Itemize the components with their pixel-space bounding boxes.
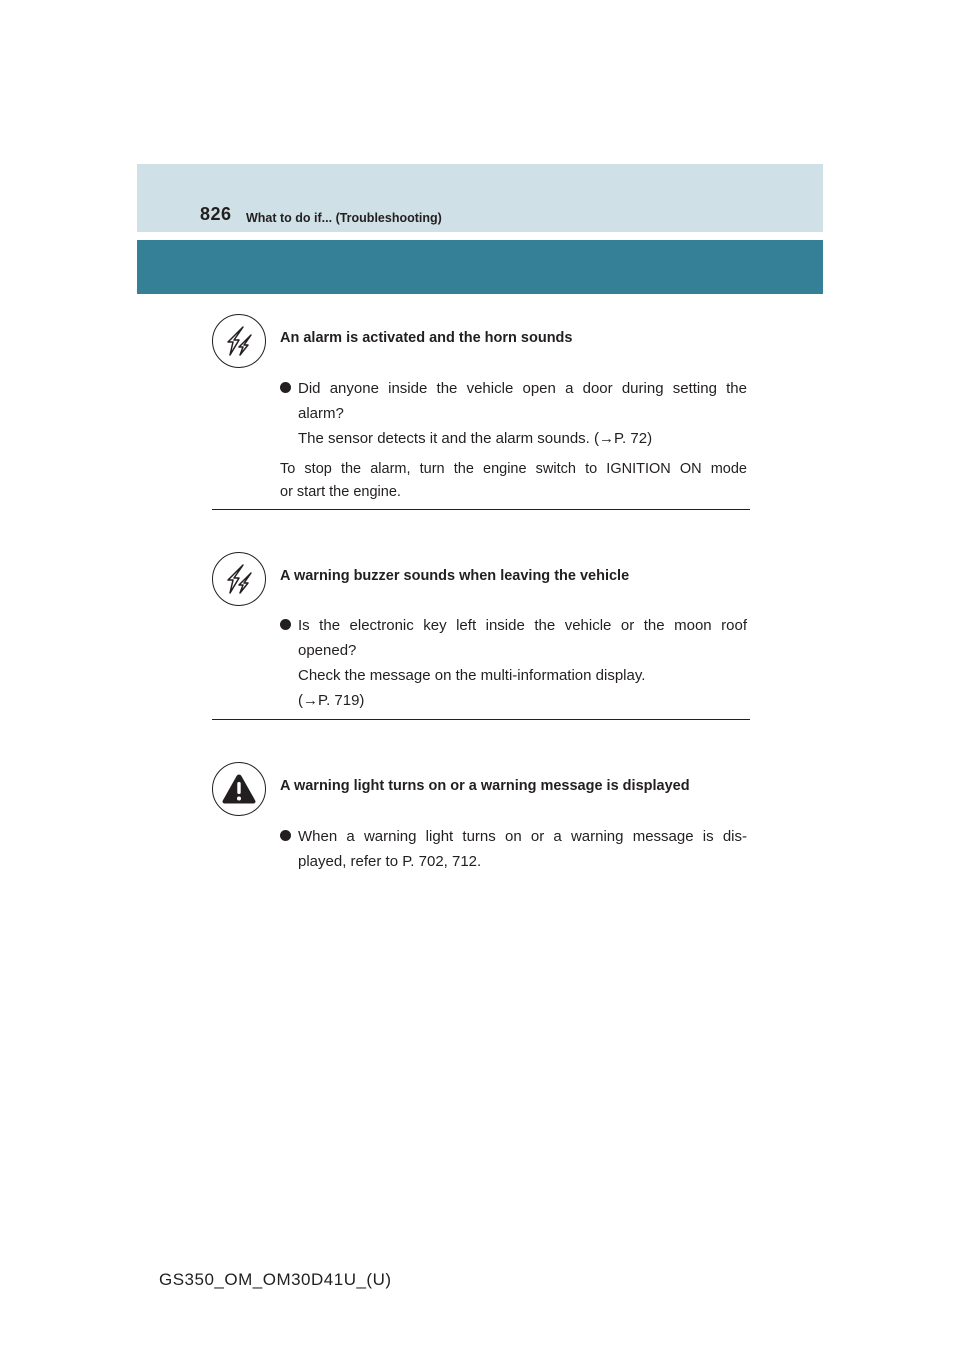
item-heading: An alarm is activated and the horn sounds [280, 330, 573, 346]
bullet-line: alarm? [298, 405, 344, 422]
bullet-line: played, refer to P. 702, 712. [298, 853, 482, 870]
bullet-dot [280, 619, 291, 630]
divider [212, 719, 750, 720]
bullet-line: Did anyone inside the vehicle open a door during setting the [298, 380, 747, 397]
note-line: To stop the alarm, turn the engine switch to IGNITION ON mode [280, 461, 747, 477]
bullet-line: The sensor detects it and the alarm sounds. (→P. 72) [298, 430, 653, 447]
exclamation-triangle-icon [212, 762, 266, 816]
item-note [280, 458, 747, 504]
section-title-bar [137, 240, 823, 294]
note-line: or start the engine. [280, 484, 401, 500]
item-heading: A warning buzzer sounds when leaving the vehicle [280, 568, 630, 584]
bullet-point [280, 376, 747, 451]
bullet-point [280, 824, 747, 874]
document-code: GS350_OM_OM30D41U_(U) [159, 1270, 392, 1289]
bullet-dot [280, 382, 291, 393]
bullet-line: Check the message on the multi-information display. [298, 667, 646, 684]
page-number: 826 [200, 204, 232, 224]
bullet-dot [280, 830, 291, 841]
lightning-icon [212, 314, 266, 368]
header-band [137, 164, 823, 232]
bullet-line: (→P. 719) [298, 692, 365, 709]
bullet-line: opened? [298, 642, 357, 659]
bullet-line: When a warning light turns on or a warning message is dis- [298, 828, 747, 845]
bullet-point [280, 613, 747, 713]
divider [212, 509, 750, 510]
running-title: What to do if... (Troubleshooting) [246, 211, 442, 225]
bullet-line: Is the electronic key left inside the vehicle or the moon roof [298, 617, 747, 634]
item-heading: A warning light turns on or a warning message is displayed [280, 778, 690, 794]
lightning-icon [212, 552, 266, 606]
